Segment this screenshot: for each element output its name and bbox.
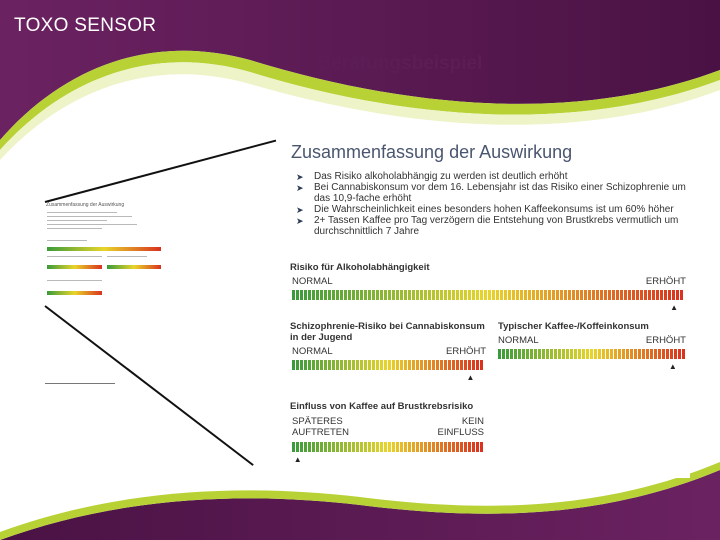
gauge-segment (672, 290, 675, 300)
gauge-segment (360, 442, 363, 452)
gauge-segment (424, 360, 427, 370)
gauge-segment (638, 349, 641, 359)
gauge-segment (468, 290, 471, 300)
gauge-segment (356, 442, 359, 452)
gauge-segment (396, 290, 399, 300)
gauge-segment (324, 290, 327, 300)
arrow-bullet-icon: ➤ (296, 216, 304, 226)
thumbnail-text-line (47, 228, 102, 229)
gauge-segment (408, 442, 411, 452)
gauge-segment (580, 290, 583, 300)
gauge-segment (292, 360, 295, 370)
gauge-segment (650, 349, 653, 359)
gauge-segment (636, 290, 639, 300)
gauge-segment (316, 290, 319, 300)
gauge-segment (610, 349, 613, 359)
gauge-segment (308, 290, 311, 300)
bullet-text: 2+ Tassen Kaffee pro Tag verzögern die Entstehung von Brustkrebs vermutlich um durchschnittlich 7 Jahre (314, 215, 679, 237)
gauge-segment (380, 442, 383, 452)
gauge-segment (464, 360, 467, 370)
gauge-segment (556, 290, 559, 300)
gauge-segment (632, 290, 635, 300)
gauge-segment (628, 290, 631, 300)
gauge-segment (364, 442, 367, 452)
gauge-segment (372, 360, 375, 370)
gauge-segment (574, 349, 577, 359)
gauge-segment (420, 442, 423, 452)
gauge-segment (626, 349, 629, 359)
gauge-segment (360, 290, 363, 300)
gauge-segment (416, 360, 419, 370)
gauge-segment (452, 290, 455, 300)
gauge-segment (304, 442, 307, 452)
gauge-segment (492, 290, 495, 300)
gauge-segment (392, 290, 395, 300)
gauge-segment (526, 349, 529, 359)
gauge-segment (480, 442, 483, 452)
coffee-gauge-bar (498, 349, 686, 359)
gauge-segment (292, 290, 295, 300)
gauge-segment (514, 349, 517, 359)
thumbnail-gauge (47, 291, 102, 295)
thumbnail-text-line (47, 216, 132, 217)
gauge-segment (616, 290, 619, 300)
gauge-segment (344, 360, 347, 370)
gauge-segment (488, 290, 491, 300)
gauge-segment (618, 349, 621, 359)
gauge-segment (680, 290, 683, 300)
gauge-segment (516, 290, 519, 300)
gauge-segment (562, 349, 565, 359)
gauge-segment (468, 442, 471, 452)
gauge-segment (332, 360, 335, 370)
gauge-segment (312, 442, 315, 452)
gauge-segment (540, 290, 543, 300)
gauge-segment (468, 360, 471, 370)
gauge-segment (534, 349, 537, 359)
gauge-segment (508, 290, 511, 300)
gauge-segment (682, 349, 685, 359)
gauge-segment (320, 360, 323, 370)
gauge-segment (576, 290, 579, 300)
gauge-segment (644, 290, 647, 300)
gauge-segment (510, 349, 513, 359)
gauge-segment (502, 349, 505, 359)
gauge-segment (480, 360, 483, 370)
alcohol-gauge-left-label: NORMAL (292, 276, 333, 287)
gauge-segment (328, 442, 331, 452)
coffee-gauge-left-label: NORMAL (498, 335, 539, 346)
gauge-segment (606, 349, 609, 359)
gauge-segment (412, 290, 415, 300)
gauge-segment (376, 360, 379, 370)
gauge-segment (408, 360, 411, 370)
gauge-segment (652, 290, 655, 300)
gauge-segment (448, 442, 451, 452)
breast-cancer-gauge-right-label: KEIN EINFLUSS (437, 416, 484, 438)
arrow-bullet-icon: ➤ (296, 172, 304, 182)
report-zoom-panel (286, 138, 690, 478)
gauge-segment (344, 442, 347, 452)
gauge-segment (344, 290, 347, 300)
gauge-segment (530, 349, 533, 359)
gauge-segment (412, 360, 415, 370)
summary-bullet (292, 182, 692, 204)
gauge-segment (348, 360, 351, 370)
gauge-segment (404, 442, 407, 452)
gauge-segment (420, 290, 423, 300)
gauge-segment (594, 349, 597, 359)
gauge-segment (552, 290, 555, 300)
gauge-segment (392, 442, 395, 452)
gauge-segment (436, 442, 439, 452)
gauge-segment (564, 290, 567, 300)
gauge-segment (296, 290, 299, 300)
gauge-segment (420, 360, 423, 370)
gauge-segment (596, 290, 599, 300)
gauge-segment (388, 290, 391, 300)
schizophrenia-gauge-bar (292, 360, 484, 370)
gauge-segment (436, 290, 439, 300)
arrow-bullet-icon: ➤ (296, 183, 304, 193)
gauge-segment (356, 290, 359, 300)
gauge-segment (676, 290, 679, 300)
gauge-segment (602, 349, 605, 359)
summary-bullet (292, 171, 692, 182)
gauge-segment (560, 290, 563, 300)
gauge-segment (432, 290, 435, 300)
gauge-segment (444, 290, 447, 300)
gauge-segment (546, 349, 549, 359)
gauge-segment (376, 290, 379, 300)
coffee-gauge-marker-icon: ▲ (668, 362, 677, 371)
gauge-segment (336, 360, 339, 370)
gauge-segment (296, 360, 299, 370)
gauge-segment (444, 442, 447, 452)
gauge-segment (444, 360, 447, 370)
summary-bullet-list (292, 171, 692, 237)
thumbnail-text-line (47, 220, 107, 221)
gauge-segment (396, 442, 399, 452)
bullet-text: Die Wahrscheinlichkeit eines besonders hohen Kaffeekonsums ist um 60% höher (314, 204, 674, 215)
gauge-segment (296, 442, 299, 452)
gauge-segment (578, 349, 581, 359)
thumbnail-gauge (47, 247, 161, 251)
gauge-segment (536, 290, 539, 300)
gauge-segment (634, 349, 637, 359)
gauge-segment (662, 349, 665, 359)
summary-bullet (292, 204, 692, 215)
gauge-segment (428, 360, 431, 370)
schizophrenia-gauge-title: Schizophrenie-Risiko bei Cannabiskonsum in der Jugend (290, 321, 485, 343)
gauge-segment (608, 290, 611, 300)
gauge-segment (480, 290, 483, 300)
gauge-segment (336, 290, 339, 300)
gauge-segment (320, 442, 323, 452)
gauge-segment (316, 360, 319, 370)
gauge-segment (598, 349, 601, 359)
gauge-segment (464, 442, 467, 452)
brand-name: TOXO SENSOR (14, 15, 157, 36)
gauge-segment (364, 290, 367, 300)
gauge-segment (440, 360, 443, 370)
gauge-segment (404, 360, 407, 370)
alcohol-gauge-marker-icon: ▲ (670, 303, 679, 312)
gauge-segment (498, 349, 501, 359)
gauge-segment (612, 290, 615, 300)
gauge-segment (332, 442, 335, 452)
gauge-segment (642, 349, 645, 359)
gauge-segment (304, 290, 307, 300)
gauge-segment (340, 442, 343, 452)
gauge-segment (620, 290, 623, 300)
gauge-segment (308, 442, 311, 452)
gauge-segment (368, 360, 371, 370)
gauge-segment (448, 290, 451, 300)
gauge-segment (440, 442, 443, 452)
gauge-segment (572, 290, 575, 300)
gauge-segment (384, 360, 387, 370)
gauge-segment (568, 290, 571, 300)
gauge-segment (666, 349, 669, 359)
gauge-segment (416, 290, 419, 300)
gauge-segment (424, 442, 427, 452)
summary-heading: Zusammenfassung der Auswirkung (291, 142, 573, 162)
gauge-segment (584, 290, 587, 300)
gauge-segment (392, 360, 395, 370)
gauge-segment (312, 360, 315, 370)
slide-title: Beratungsbeispiel (317, 53, 483, 74)
gauge-segment (646, 349, 649, 359)
gauge-segment (380, 360, 383, 370)
gauge-segment (452, 360, 455, 370)
gauge-segment (586, 349, 589, 359)
gauge-segment (570, 349, 573, 359)
gauge-segment (518, 349, 521, 359)
gauge-segment (456, 290, 459, 300)
gauge-segment (566, 349, 569, 359)
gauge-segment (522, 349, 525, 359)
thumbnail-text-line (47, 224, 137, 225)
alcohol-gauge-bar (292, 290, 686, 300)
gauge-segment (448, 360, 451, 370)
gauge-segment (308, 360, 311, 370)
gauge-segment (376, 442, 379, 452)
gauge-segment (440, 290, 443, 300)
gauge-segment (538, 349, 541, 359)
gauge-segment (336, 442, 339, 452)
gauge-segment (328, 360, 331, 370)
gauge-segment (300, 360, 303, 370)
gauge-segment (404, 290, 407, 300)
gauge-segment (548, 290, 551, 300)
gauge-segment (456, 360, 459, 370)
gauge-segment (384, 442, 387, 452)
gauge-segment (368, 442, 371, 452)
gauge-segment (348, 290, 351, 300)
gauge-segment (532, 290, 535, 300)
gauge-segment (452, 442, 455, 452)
gauge-segment (558, 349, 561, 359)
breast-cancer-gauge-marker-icon: ▲ (293, 455, 302, 464)
gauge-segment (670, 349, 673, 359)
gauge-segment (364, 360, 367, 370)
gauge-segment (476, 290, 479, 300)
gauge-segment (664, 290, 667, 300)
schizophrenia-gauge-right-label: ERHÖHT (446, 346, 487, 357)
gauge-segment (630, 349, 633, 359)
gauge-segment (324, 360, 327, 370)
gauge-segment (388, 442, 391, 452)
gauge-segment (300, 290, 303, 300)
gauge-segment (432, 442, 435, 452)
gauge-segment (332, 290, 335, 300)
coffee-gauge-title: Typischer Kaffee-/Koffeinkonsum (498, 321, 649, 332)
thumbnail-gauge (107, 265, 161, 269)
gauge-segment (582, 349, 585, 359)
gauge-segment (476, 442, 479, 452)
gauge-segment (388, 360, 391, 370)
schizophrenia-gauge-left-label: NORMAL (292, 346, 333, 357)
thumbnail-text-line (107, 256, 147, 257)
gauge-segment (590, 349, 593, 359)
gauge-segment (484, 290, 487, 300)
breast-cancer-gauge-bar (292, 442, 484, 452)
gauge-segment (614, 349, 617, 359)
gauge-segment (416, 442, 419, 452)
gauge-segment (472, 442, 475, 452)
gauge-segment (592, 290, 595, 300)
thumbnail-divider (45, 383, 115, 384)
gauge-segment (424, 290, 427, 300)
gauge-segment (352, 360, 355, 370)
gauge-segment (550, 349, 553, 359)
gauge-segment (600, 290, 603, 300)
breast-cancer-gauge-left-label: SPÄTERES AUFTRETEN (292, 416, 349, 438)
gauge-segment (324, 442, 327, 452)
gauge-segment (428, 442, 431, 452)
gauge-segment (464, 290, 467, 300)
gauge-segment (396, 360, 399, 370)
gauge-segment (372, 442, 375, 452)
gauge-segment (654, 349, 657, 359)
alcohol-gauge-title: Risiko für Alkoholabhängigkeit (290, 262, 430, 273)
gauge-segment (604, 290, 607, 300)
gauge-segment (348, 442, 351, 452)
report-thumbnail (43, 196, 163, 392)
gauge-segment (400, 290, 403, 300)
gauge-segment (460, 360, 463, 370)
gauge-segment (408, 290, 411, 300)
thumbnail-text-line (47, 256, 102, 257)
thumbnail-text-line (47, 240, 87, 241)
alcohol-gauge-right-label: ERHÖHT (645, 276, 686, 287)
gauge-segment (340, 290, 343, 300)
gauge-segment (512, 290, 515, 300)
breast-cancer-gauge-title: Einfluss von Kaffee auf Brustkrebsrisiko (290, 401, 474, 412)
gauge-segment (384, 290, 387, 300)
gauge-segment (460, 290, 463, 300)
gauge-segment (356, 360, 359, 370)
arrow-bullet-icon: ➤ (296, 205, 304, 215)
gauge-segment (658, 349, 661, 359)
gauge-segment (432, 360, 435, 370)
gauge-segment (640, 290, 643, 300)
gauge-segment (506, 349, 509, 359)
gauge-segment (656, 290, 659, 300)
schizophrenia-gauge-marker-icon: ▲ (466, 373, 475, 382)
gauge-segment (472, 360, 475, 370)
gauge-segment (352, 442, 355, 452)
gauge-segment (352, 290, 355, 300)
gauge-segment (660, 290, 663, 300)
gauge-segment (674, 349, 677, 359)
gauge-segment (456, 442, 459, 452)
gauge-segment (372, 290, 375, 300)
gauge-segment (496, 290, 499, 300)
thumbnail-text-line (47, 280, 102, 281)
gauge-segment (380, 290, 383, 300)
gauge-segment (524, 290, 527, 300)
gauge-segment (554, 349, 557, 359)
coffee-gauge-right-label: ERHÖHT (645, 335, 686, 346)
gauge-segment (622, 349, 625, 359)
gauge-segment (678, 349, 681, 359)
gauge-segment (368, 290, 371, 300)
gauge-segment (360, 360, 363, 370)
gauge-segment (312, 290, 315, 300)
gauge-segment (472, 290, 475, 300)
gauge-segment (648, 290, 651, 300)
gauge-segment (520, 290, 523, 300)
bullet-text: Bei Cannabiskonsum vor dem 16. Lebensjahr ist das Risiko einer Schizophrenie um das 10,9-fache erhöht (314, 182, 686, 204)
gauge-segment (400, 360, 403, 370)
gauge-segment (588, 290, 591, 300)
gauge-segment (304, 360, 307, 370)
gauge-segment (542, 349, 545, 359)
gauge-segment (528, 290, 531, 300)
gauge-segment (400, 442, 403, 452)
thumbnail-text-line (47, 212, 117, 213)
gauge-segment (436, 360, 439, 370)
gauge-segment (340, 360, 343, 370)
gauge-segment (504, 290, 507, 300)
gauge-segment (544, 290, 547, 300)
gauge-segment (320, 290, 323, 300)
gauge-segment (460, 442, 463, 452)
gauge-segment (668, 290, 671, 300)
gauge-segment (316, 442, 319, 452)
bullet-text: Das Risiko alkoholabhängig zu werden ist deutlich erhöht (314, 171, 568, 182)
gauge-segment (412, 442, 415, 452)
gauge-segment (300, 442, 303, 452)
gauge-segment (292, 442, 295, 452)
thumbnail-gauge (47, 265, 102, 269)
gauge-segment (328, 290, 331, 300)
gauge-segment (500, 290, 503, 300)
gauge-segment (624, 290, 627, 300)
gauge-segment (476, 360, 479, 370)
thumbnail-heading: Zusammenfassung der Auswirkung (46, 202, 125, 208)
gauge-segment (428, 290, 431, 300)
summary-bullet (292, 215, 692, 237)
